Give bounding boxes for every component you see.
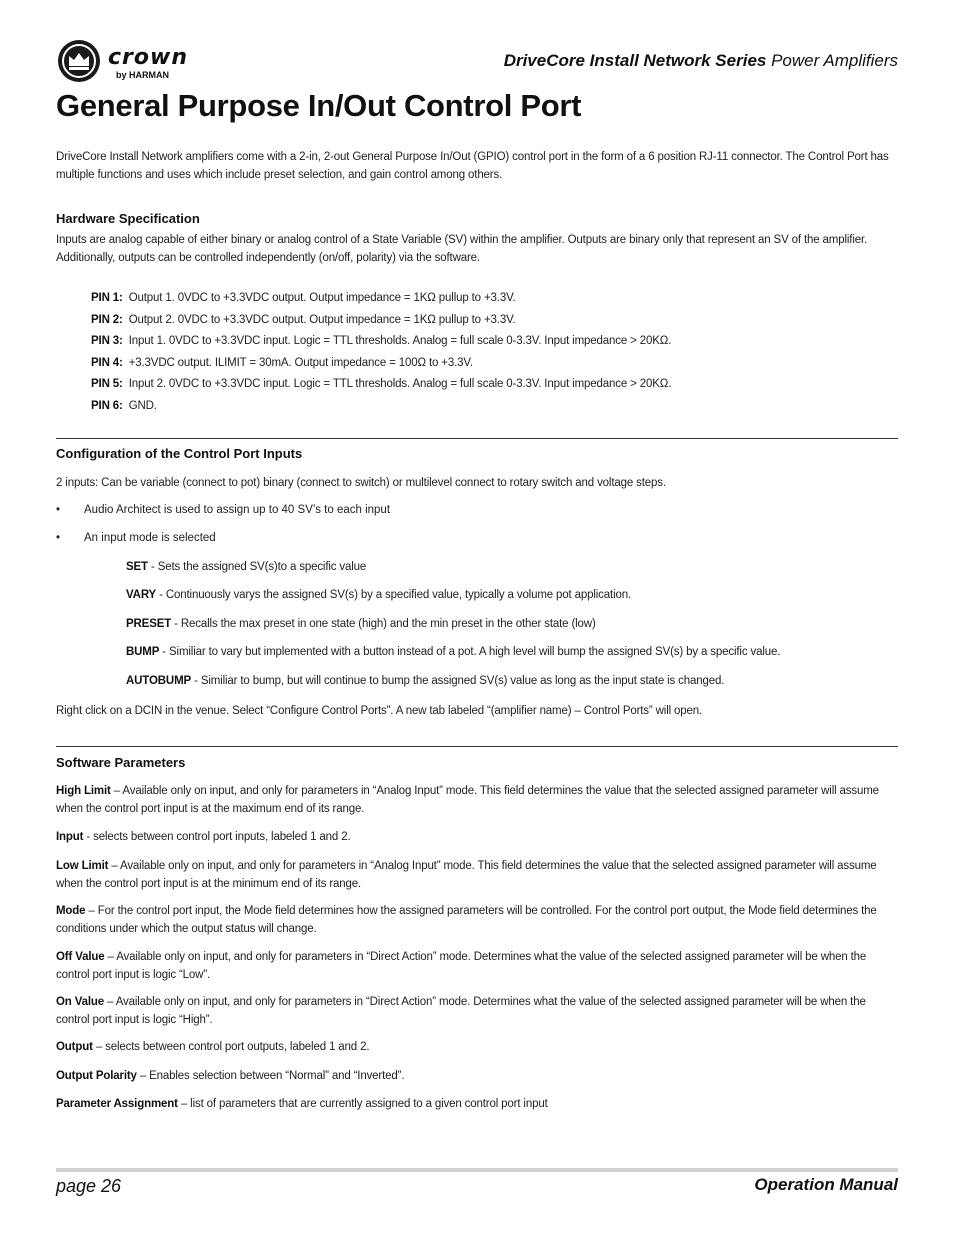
mode-desc: - Sets the assigned SV(s)to a specific value (147, 561, 367, 573)
param-item (56, 783, 898, 818)
mode-name: PRESET (126, 618, 172, 630)
param-desc: – Available only on input, and only for parameters in “Analog Input” mode. This field determines the value that the selected assigned parameter will assume when the control port input is at the minimum end of its range. (56, 860, 877, 890)
list-item (56, 504, 390, 516)
param-item (56, 1068, 898, 1086)
pin-label: PIN 4: (91, 357, 123, 369)
mode-item (126, 589, 631, 601)
mode-item (126, 646, 780, 658)
param-desc: - selects between control port inputs, labeled 1 and 2. (83, 831, 351, 843)
list-item-text: Audio Architect is used to assign up to 40 SV’s to each input (84, 504, 391, 516)
param-item (56, 949, 898, 984)
intro-paragraph: DriveCore Install Network amplifiers come with a 2-in, 2-out General Purpose In/Out (GPIO) control port in the form of a 6 position RJ-11 connector. The Control Port has multiple functions and uses which include preset selection, and gain control among others. (56, 151, 889, 181)
param-desc: – Available only on input, and only for parameters in “Analog Input” mode. This field determines the value that the selected assigned parameter will assume when the control port input is at the maximum end of its range. (56, 785, 879, 815)
param-item (56, 858, 898, 893)
pin-label: PIN 5: (91, 378, 123, 390)
param-name: Output Polarity (56, 1070, 137, 1082)
param-name: Input (56, 831, 84, 843)
hardware-heading: Hardware Specification (56, 211, 200, 226)
page-number: page 26 (56, 1176, 122, 1196)
param-name: On Value (56, 996, 105, 1008)
param-desc: – Available only on input, and only for parameters in “Direct Action” mode. Determines what the value of the selected assigned parameter will be when the control port input is logic “Low”. (56, 951, 867, 981)
param-desc: – selects between control port outputs, labeled 1 and 2. (92, 1041, 370, 1053)
pin-desc: Input 1. 0VDC to +3.3VDC input. Logic = TTL thresholds. Analog = full scale 0-3.3V. Input impedance > 20KΩ. (128, 335, 672, 347)
series-title (504, 51, 898, 71)
mode-name: VARY (126, 589, 157, 601)
config-closing: Right click on a DCIN in the venue. Select “Configure Control Ports”. A new tab labeled “(amplifier name) – Control Ports” will open. (56, 705, 703, 717)
param-item (56, 994, 898, 1029)
section-divider (56, 746, 898, 747)
param-name: High Limit (56, 785, 111, 797)
list-item-text: An input mode is selected (84, 532, 216, 544)
param-item (56, 1096, 898, 1114)
mode-item (126, 675, 724, 687)
brand-wordmark: crown (108, 45, 188, 70)
pin-label: PIN 6: (91, 400, 123, 412)
param-name: Mode (56, 905, 86, 917)
pin-desc: +3.3VDC output. ILIMIT = 30mA. Output impedance = 100Ω to +3.3V. (128, 357, 473, 369)
mode-item (126, 618, 596, 630)
param-item (56, 903, 898, 938)
mode-name: AUTOBUMP (126, 675, 192, 687)
footer-divider (56, 1168, 898, 1172)
mode-item (126, 561, 366, 573)
param-item (56, 1039, 898, 1057)
param-name: Output (56, 1041, 93, 1053)
param-name: Parameter Assignment (56, 1098, 178, 1110)
crown-logo (56, 38, 216, 84)
list-item (56, 532, 216, 544)
config-intro: 2 inputs: Can be variable (connect to pot) binary (connect to switch) or multilevel connect to rotary switch and voltage steps. (56, 477, 666, 489)
brand-subline: by HARMAN (116, 70, 169, 80)
mode-name: SET (126, 561, 148, 573)
series-name: DriveCore Install Network Series (503, 51, 767, 70)
section-divider (56, 438, 898, 439)
pin-label: PIN 1: (91, 292, 123, 304)
software-heading: Software Parameters (56, 755, 186, 770)
series-type: Power Amplifiers (766, 51, 898, 70)
pin-row (91, 378, 671, 390)
page-title: General Purpose In/Out Control Port (56, 88, 582, 123)
hardware-paragraph: Inputs are analog capable of either binary or analog control of a State Variable (SV) within the amplifier. Outputs are binary only that represent an SV of the amplifier. Additionally, outputs can be controlled independently (on/off, polarity) via the software. (56, 234, 868, 264)
param-item (56, 829, 898, 847)
config-heading: Configuration of the Control Port Inputs (56, 446, 303, 461)
pin-desc: GND. (128, 400, 157, 412)
param-desc: – list of parameters that are currently assigned to a given control port input (177, 1098, 548, 1110)
pin-row (91, 400, 157, 412)
pin-row (91, 357, 473, 369)
mode-desc: - Similiar to bump, but will continue to bump the assigned SV(s) value as long as the input state is changed. (191, 675, 725, 687)
pin-row (91, 314, 516, 326)
crown-emblem-icon (56, 38, 104, 84)
bullet-icon: • (56, 532, 61, 544)
mode-desc: - Recalls the max preset in one state (high) and the min preset in the other state (low) (171, 618, 596, 630)
page-header (56, 38, 898, 84)
mode-desc: - Continuously varys the assigned SV(s) by a specified value, typically a volume pot application. (156, 589, 632, 601)
pin-label: PIN 3: (91, 335, 123, 347)
param-desc: – Available only on input, and only for parameters in “Direct Action” mode. Determines what the value of the selected assigned parameter will be when the control port input is logic “High”. (56, 996, 866, 1026)
pin-desc: Input 2. 0VDC to +3.3VDC input. Logic = TTL thresholds. Analog = full scale 0-3.3V. Input impedance > 20KΩ. (128, 378, 672, 390)
param-name: Low Limit (56, 860, 109, 872)
manual-title: Operation Manual (754, 1175, 898, 1194)
mode-name: BUMP (126, 646, 160, 658)
pin-desc: Output 1. 0VDC to +3.3VDC output. Output impedance = 1KΩ pullup to +3.3V. (128, 292, 516, 304)
mode-desc: - Similiar to vary but implemented with a button instead of a pot. A high level will bump the assigned SV(s) by a specific value. (159, 646, 781, 658)
bullet-icon: • (56, 504, 61, 516)
pin-desc: Output 2. 0VDC to +3.3VDC output. Output impedance = 1KΩ pullup to +3.3V. (128, 314, 516, 326)
param-desc: – Enables selection between “Normal” and “Inverted”. (136, 1070, 405, 1082)
pin-label: PIN 2: (91, 314, 123, 326)
pin-row (91, 335, 671, 347)
pin-row (91, 292, 516, 304)
param-name: Off Value (56, 951, 105, 963)
param-desc: – For the control port input, the Mode field determines how the assigned parameters will be controlled. For the control port output, the Mode field determines the conditions under which the output status will change. (56, 905, 877, 935)
